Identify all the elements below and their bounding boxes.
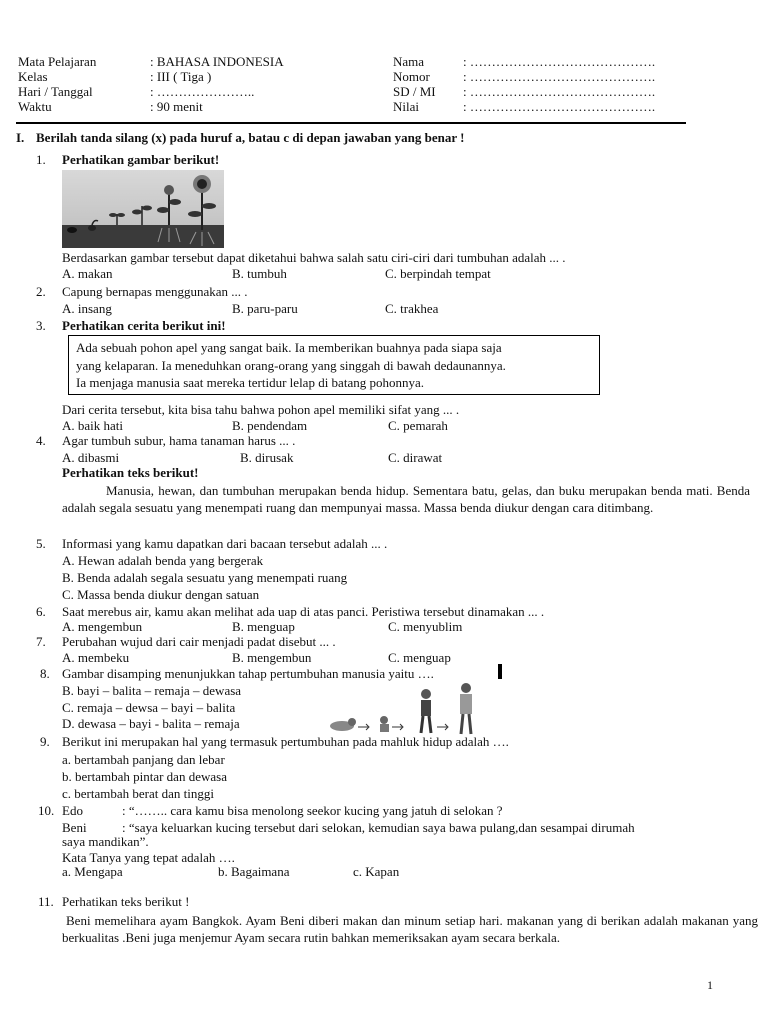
q7-option-a[interactable]: A. membeku — [62, 650, 130, 665]
q3-option-a[interactable]: A. baik hati — [62, 418, 124, 433]
q5-option-c[interactable]: C. Massa benda diukur dengan satuan — [62, 587, 260, 602]
q4-option-a[interactable]: A. dibasmi — [62, 450, 120, 465]
header-value-number: : ……………………………………. — [463, 69, 656, 84]
q4-number: 4. — [36, 433, 46, 448]
q4-option-b[interactable]: B. dirusak — [240, 450, 294, 465]
q5-number: 5. — [36, 536, 46, 551]
q8-number: 8. — [40, 666, 50, 681]
q7-text: Perubahan wujud dari cair menjadi padat disebut ... . — [62, 634, 336, 649]
q11-title: Perhatikan teks berikut ! — [62, 894, 190, 909]
q8-text: Gambar disamping menunjukkan tahap pertumbuhan manusia yaitu …. — [62, 666, 434, 681]
q10-text: Kata Tanya yang tepat adalah …. — [62, 850, 235, 865]
q6-text: Saat merebus air, kamu akan melihat ada uap di atas panci. Peristiwa tersebut dinamakan ... . — [62, 604, 545, 619]
q4-option-c[interactable]: C. dirawat — [388, 450, 443, 465]
q3-text: Dari cerita tersebut, kita bisa tahu bahwa pohon apel memiliki sifat yang ... . — [62, 402, 460, 417]
header-value-class: : III ( Tiga ) — [150, 69, 212, 84]
passage-text: Manusia, hewan, dan tumbuhan merupakan benda hidup. Sementara batu, gelas, dan buku merupakan benda mati. Benda adalah segala sesuatu yang menempati ruang dan mempunyai massa. Massa benda diukur dengan cara ditimbang. — [62, 483, 750, 515]
q2-option-c[interactable]: C. trakhea — [385, 301, 439, 316]
story-line-2: yang kelaparan. Ia meneduhkan orang-orang yang singgah di bawah dedaunannya. — [76, 358, 506, 373]
q10-edo-name: Edo — [62, 803, 83, 818]
header-value-time: : 90 menit — [150, 99, 203, 114]
header-value-score: : ……………………………………. — [463, 99, 656, 114]
q1-text: Berdasarkan gambar tersebut dapat diketahui bahwa salah satu ciri-ciri dari tumbuhan adalah ... . — [62, 250, 566, 265]
header-value-name: : ……………………………………. — [463, 54, 656, 69]
q10-option-b[interactable]: b. Bagaimana — [218, 864, 290, 879]
q2-number: 2. — [36, 284, 46, 299]
header-label-name: Nama — [393, 54, 425, 69]
q11-text: Beni memelihara ayam Bangkok. Ayam Beni diberi makan dan minum setiap hari. makanan yang di berikan adalah makanan yang berkualitas .Beni juga menjemur Ayam secara rutin bahkan memeriksakan ayam secara berkala. — [62, 913, 758, 945]
q6-number: 6. — [36, 604, 46, 619]
q1-title: Perhatikan gambar berikut! — [62, 152, 220, 167]
q1-option-b[interactable]: B. tumbuh — [232, 266, 287, 281]
q10-option-c[interactable]: c. Kapan — [353, 864, 400, 879]
q2-option-a[interactable]: A. insang — [62, 301, 112, 316]
q1-option-c[interactable]: C. berpindah tempat — [385, 266, 491, 281]
header-label-class: Kelas — [18, 69, 48, 84]
q5-text: Informasi yang kamu dapatkan dari bacaan tersebut adalah ... . — [62, 536, 388, 551]
q10-number: 10. — [38, 803, 55, 818]
header-value-date: : ………………….. — [150, 84, 255, 99]
page-number: 1 — [707, 978, 713, 992]
q3-option-b[interactable]: B. pendendam — [232, 418, 308, 433]
q5-option-a[interactable]: A. Hewan adalah benda yang bergerak — [62, 553, 264, 568]
header-label-subject: Mata Pelajaran — [18, 54, 97, 69]
header-label-school: SD / MI — [393, 84, 436, 99]
header-divider — [16, 122, 686, 124]
q1-option-a[interactable]: A. makan — [62, 266, 113, 281]
story-line-3: Ia menjaga manusia saat mereka tertidur lelap di batang pohonnya. — [76, 375, 424, 390]
header-value-school: : ……………………………………. — [463, 84, 656, 99]
q7-option-c[interactable]: C. menguap — [388, 650, 451, 665]
header-value-subject: : BAHASA INDONESIA — [150, 54, 284, 69]
q6-option-a[interactable]: A. mengembun — [62, 619, 143, 634]
q5-option-b[interactable]: B. Benda adalah segala sesuatu yang menempati ruang — [62, 570, 348, 585]
q4-text: Agar tumbuh subur, hama tanaman harus ... . — [62, 433, 296, 448]
q6-option-c[interactable]: C. menyublim — [388, 619, 463, 634]
passage-title: Perhatikan teks berikut! — [62, 465, 199, 480]
q3-option-c[interactable]: C. pemarah — [388, 418, 448, 433]
q3-number: 3. — [36, 318, 46, 333]
q3-title: Perhatikan cerita berikut ini! — [62, 318, 226, 333]
q2-text: Capung bernapas menggunakan ... . — [62, 284, 248, 299]
q10-edo-line: : “…….. cara kamu bisa menolong seekor kucing yang jatuh di selokan ? — [122, 803, 503, 818]
q10-option-a[interactable]: a. Mengapa — [62, 864, 123, 879]
header-label-score: Nilai — [393, 99, 419, 114]
q10-beni-line-2: saya mandikan”. — [62, 834, 149, 849]
header-label-time: Waktu — [18, 99, 52, 114]
q7-option-b[interactable]: B. mengembun — [232, 650, 312, 665]
text-cursor — [498, 664, 502, 679]
q6-option-b[interactable]: B. menguap — [232, 619, 295, 634]
q1-number: 1. — [36, 152, 46, 167]
q9-option-b[interactable]: b. bertambah pintar dan dewasa — [62, 769, 227, 784]
q2-option-b[interactable]: B. paru-paru — [232, 301, 298, 316]
q8-option-b[interactable]: B. bayi – balita – remaja – dewasa — [62, 683, 242, 698]
section-number: I. — [16, 130, 25, 145]
q10-beni-line: : “saya keluarkan kucing tersebut dari selokan, kemudian saya bawa pulang,dan sesampai dirumah — [122, 820, 635, 835]
q7-number: 7. — [36, 634, 46, 649]
q9-option-a[interactable]: a. bertambah panjang dan lebar — [62, 752, 225, 767]
q9-number: 9. — [40, 734, 50, 749]
header-label-number: Nomor — [393, 69, 430, 84]
q11-number: 11. — [38, 894, 54, 909]
q9-option-c[interactable]: c. bertambah berat dan tinggi — [62, 786, 214, 801]
q8-option-c[interactable]: C. remaja – dewsa – bayi – balita — [62, 700, 236, 715]
q10-beni-name: Beni — [62, 820, 87, 835]
plant-growth-image — [62, 170, 224, 248]
q8-option-d[interactable]: D. dewasa – bayi - balita – remaja — [62, 716, 240, 731]
section-instruction: Berilah tanda silang (x) pada huruf a, batau c di depan jawaban yang benar ! — [36, 130, 465, 145]
q9-text: Berikut ini merupakan hal yang termasuk pertumbuhan pada mahluk hidup adalah …. — [62, 734, 509, 749]
header-label-date: Hari / Tanggal — [18, 84, 93, 99]
story-line-1: Ada sebuah pohon apel yang sangat baik. Ia memberikan buahnya pada siapa saja — [76, 340, 502, 355]
human-growth-image — [328, 680, 478, 736]
